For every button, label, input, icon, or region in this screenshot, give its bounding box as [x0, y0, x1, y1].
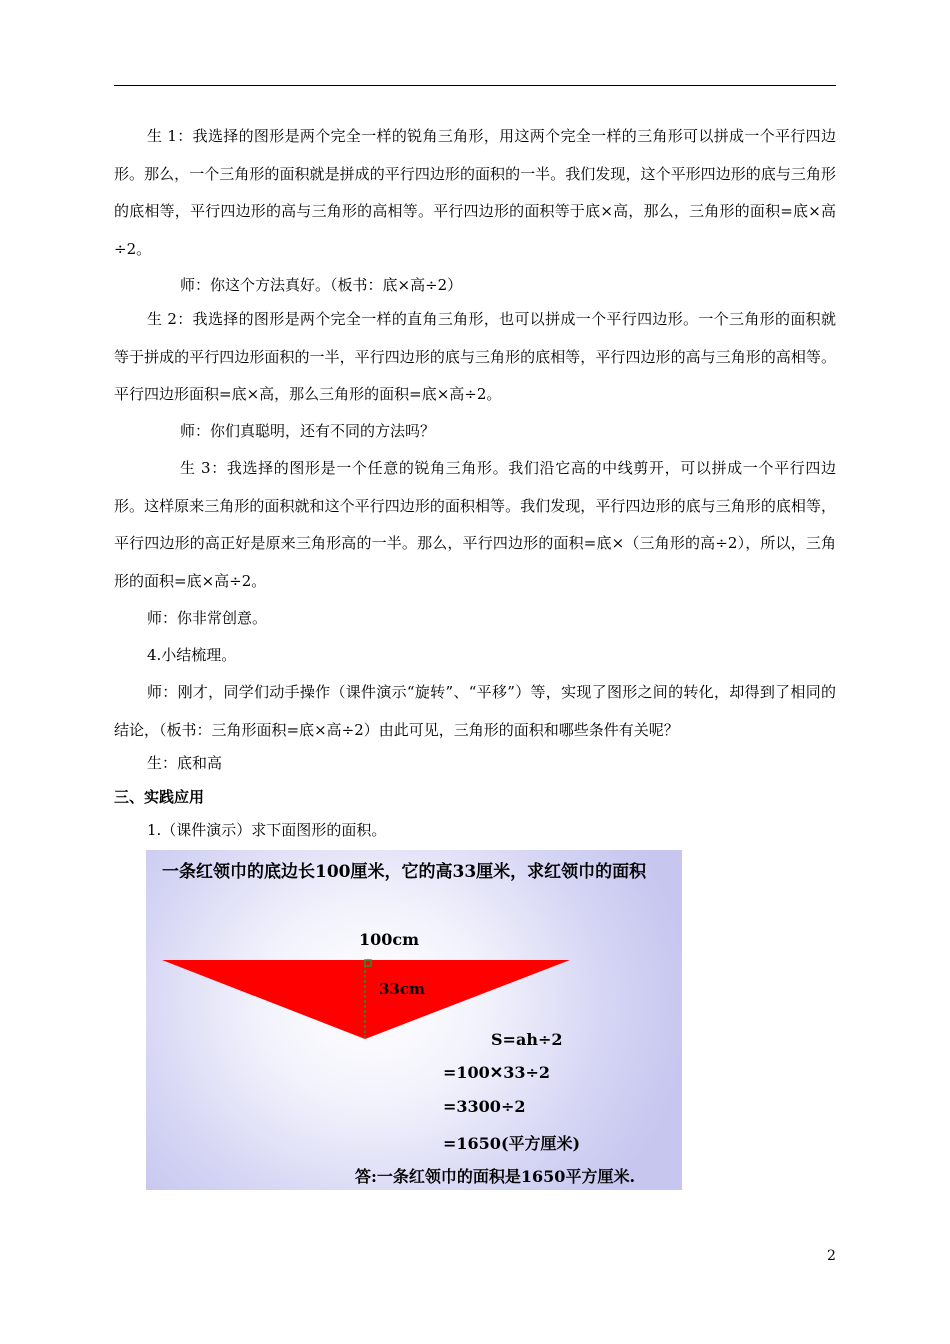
triangle-figure [146, 850, 682, 1190]
paragraph-student-4: 生：底和高 [147, 754, 223, 772]
formula-line-2: =100✕33÷2 [443, 1063, 551, 1082]
paragraph-teacher-4: 师：刚才，同学们动手操作（课件演示“旋转”、“平移”）等，实现了图形之间的转化，却得到了相同的结论，（板书：三角形面积=底×高÷2）由此可见，三角形的面积和哪些条件有关呢？ [114, 683, 836, 739]
height-label: 33cm [379, 980, 425, 998]
paragraph-student-3: 生 3：我选择的图形是一个任意的锐角三角形。我们沿它高的中线剪开，可以拼成一个平行四边形。这样原来三角形的面积就和这个平行四边形的面积相等。我们发现，平行四边形的底与三角形的底相等，平行四边形的高正好是原来三角形高的一半。那么，平行四边形的面积=底×（三角形的高÷2），所以，三角形的面积=底×高÷2。 [114, 459, 836, 590]
paragraph-teacher-1: 师：你这个方法真好。（板书：底×高÷2） [180, 276, 463, 294]
slide-answer: 答:一条红领巾的面积是1650平方厘米. [355, 1167, 636, 1186]
courseware-slide [146, 850, 682, 1190]
header-rule [114, 85, 836, 86]
section-heading: 三、实践应用 [114, 788, 205, 806]
formula-line-3: =3300÷2 [443, 1097, 526, 1116]
paragraph-student-1: 生 1：我选择的图形是两个完全一样的锐角三角形，用这两个完全一样的三角形可以拼成一个平行四边形。那么，一个三角形的面积就是拼成的平行四边形的面积的一半。我们发现，这个平形四边形的底与三角形的底相等，平行四边形的高与三角形的高相等。平行四边形的面积等于底×高，那么，三角形的面积=底×高÷2。 [114, 127, 836, 258]
formula-line-4: =1650(平方厘米) [443, 1134, 581, 1153]
base-label: 100cm [359, 930, 420, 949]
paragraph-teacher-3: 师：你非常创意。 [147, 609, 268, 627]
exercise-instruction: 1.（课件演示）求下面图形的面积。 [147, 821, 387, 839]
paragraph-student-2: 生 2：我选择的图形是两个完全一样的直角三角形，也可以拼成一个平行四边形。一个三角形的面积就等于拼成的平行四边形面积的一半，平行四边形的底与三角形的底相等，平行四边形的高与三角形的高相等。平行四边形面积=底×高，那么三角形的面积=底×高÷2。 [114, 310, 836, 403]
paragraph-summary-heading: 4.小结梳理。 [147, 646, 237, 664]
page-number: 2 [827, 1248, 836, 1264]
red-scarf-triangle [162, 960, 570, 1039]
paragraph-teacher-2: 师：你们真聪明，还有不同的方法吗？ [180, 422, 436, 440]
formula-line-1: S=ah÷2 [491, 1030, 563, 1049]
slide-title: 一条红领巾的底边长100厘米，它的高33厘米，求红领巾的面积 [162, 862, 647, 882]
